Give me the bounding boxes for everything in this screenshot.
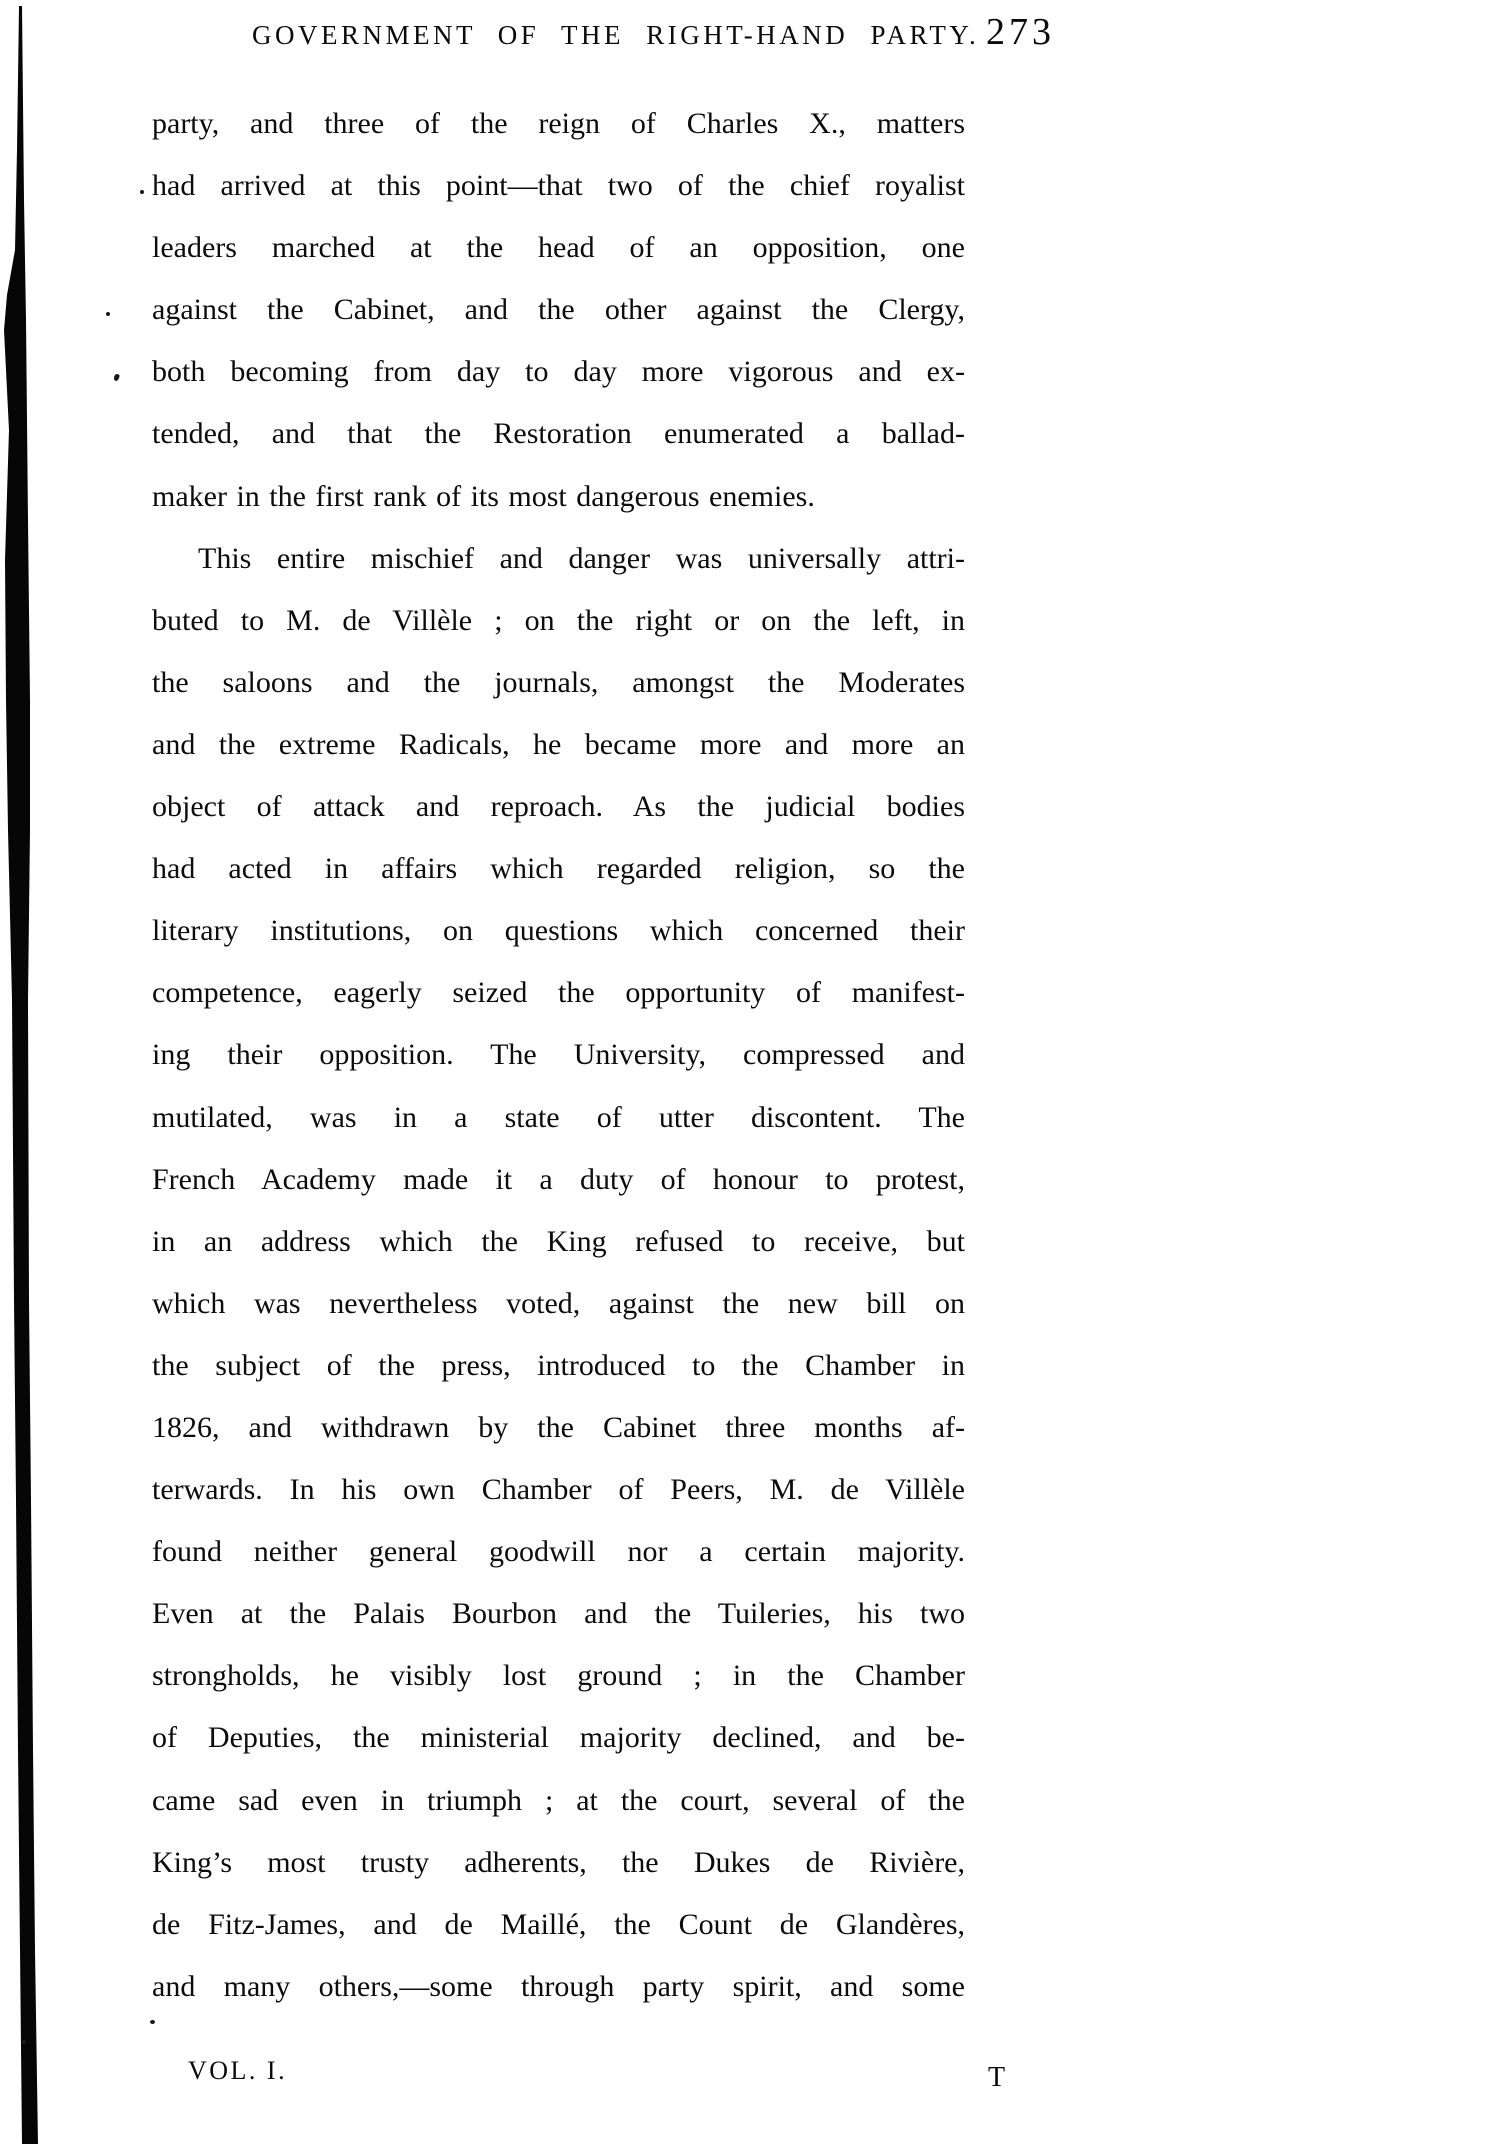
page-text: [152, 93, 965, 2018]
scan-speck: [150, 2020, 155, 2024]
text-line: found neither general goodwill nor a certain majority.: [152, 1535, 965, 1569]
text-line: both becoming from day to day more vigorous and ex-: [152, 355, 965, 389]
text-line: de Fitz-James, and de Maillé, the Count de Glandères,: [152, 1907, 965, 1941]
text-line: buted to M. de Villèle ; on the right or on the left, in: [152, 603, 965, 637]
binding-shadow-artifact: [0, 0, 45, 2144]
text-line: in an address which the King refused to receive, but: [152, 1224, 965, 1258]
text-line: competence, eagerly seized the opportunity of manifest-: [152, 976, 965, 1010]
scan-speck: [22, 2040, 26, 2044]
running-header: GOVERNMENT OF THE RIGHT-HAND PARTY.: [252, 20, 980, 50]
printer-signature: T: [988, 2062, 1006, 2093]
text-line: against the Cabinet, and the other against the Clergy,: [152, 293, 965, 327]
text-line: the subject of the press, introduced to the Chamber in: [152, 1348, 965, 1382]
text-line: had acted in affairs which regarded religion, so the: [152, 852, 965, 886]
text-line: and the extreme Radicals, he became more and more an: [152, 727, 965, 761]
text-line: mutilated, was in a state of utter discontent. The: [152, 1100, 965, 1134]
scan-speck: [140, 190, 144, 194]
text-line: had arrived at this point—that two of the chief royalist: [152, 169, 965, 203]
text-line: leaders marched at the head of an opposition, one: [152, 231, 965, 265]
text-line: strongholds, he visibly lost ground ; in the Chamber: [152, 1659, 965, 1693]
text-line: This entire mischief and danger was universally attri-: [198, 541, 965, 575]
text-line: Even at the Palais Bourbon and the Tuileries, his two: [152, 1597, 965, 1631]
text-line: maker in the first rank of its most dangerous enemies.: [152, 479, 815, 513]
text-line: literary institutions, on questions which concerned their: [152, 914, 965, 948]
text-line: of Deputies, the ministerial majority declined, and be-: [152, 1721, 965, 1755]
text-line: ing their opposition. The University, compressed and: [152, 1038, 965, 1072]
text-line: tended, and that the Restoration enumerated a ballad-: [152, 417, 965, 451]
text-line: and many others,—some through party spirit, and some: [152, 1969, 965, 2003]
page-number: 273: [986, 11, 1055, 53]
scan-speck: [106, 312, 110, 316]
text-line: which was nevertheless voted, against the new bill on: [152, 1286, 965, 1320]
scan-speck: [113, 373, 120, 381]
text-line: French Academy made it a duty of honour to protest,: [152, 1162, 965, 1196]
volume-label: VOL. I.: [188, 2056, 288, 2085]
text-line: came sad even in triumph ; at the court, several of the: [152, 1783, 965, 1817]
text-line: 1826, and withdrawn by the Cabinet three months af-: [152, 1410, 965, 1444]
text-line: party, and three of the reign of Charles X., matters: [152, 107, 965, 140]
text-line: King’s most trusty adherents, the Dukes de Rivière,: [152, 1845, 965, 1879]
text-line: terwards. In his own Chamber of Peers, M. de Villèle: [152, 1473, 965, 1507]
text-line: object of attack and reproach. As the judicial bodies: [152, 790, 965, 824]
text-line: the saloons and the journals, amongst the Moderates: [152, 665, 965, 699]
